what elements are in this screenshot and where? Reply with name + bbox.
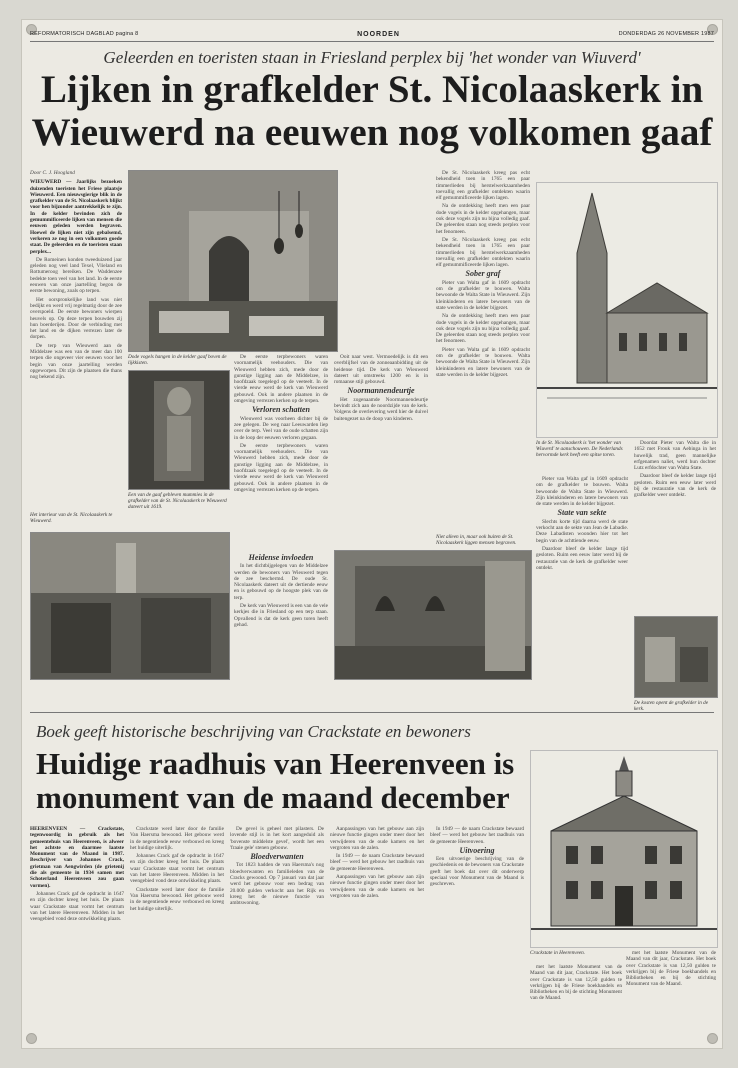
paragraph: De Romeinen konden tweeduizend jaar geleden nog veel land Texel, Vlieland en Rottumeroog bereiken. De Waddenzee bedekte toen veel van het land. In de eerste eeuwen van onze jaartelling begon de eerste bewoning, zoals op terpen. (30, 256, 122, 295)
article2-column-5 (430, 826, 524, 1040)
date-label: DONDERDAG 26 NOVEMBER 1987 (618, 31, 714, 37)
article1-column-6 (634, 440, 716, 590)
article1-column-7 (234, 552, 328, 680)
article1-column-4 (436, 170, 530, 565)
article1-column-5 (536, 476, 628, 676)
interior-photo (30, 532, 230, 680)
paragraph: De gevel is geheel met pilasters. De lovende stijl is in het kort aangeduid als 'bovenste middelste gevel', wordt het een 'fraaie gele' stenen gebouw. (230, 826, 324, 851)
paragraph: De St. Nicolaaskerk kreeg pas echt bekendheid toen in 1765 een paar timmerlieden bij herstelwerkzaamheden toevallig een grafkelder ontdekten waarin elf gemummificeerde lijken lagen. (436, 170, 530, 202)
article1-headline-line1: Lijken in grafkelder St. Nicolaaskerk in (40, 68, 704, 111)
paragraph: Pieter van Walta gaf in 1609 opdracht om de grafkelder te bouwen. Walta bewoonde de Walta State in Wieuwerd. Zijn kleinkinderen en latere bewoners van de state werden in de kelder bijgezet. (436, 279, 530, 311)
subheading: Uitvoering (459, 845, 495, 855)
paragraph: Na de ontdekking heeft men een paar dode vogels in de kelder opgehangen, maar ook deze vogels zijn nu bijna volledig gaaf. De geleerden staan nog steeds perplex voor het fenomeen. (436, 313, 530, 345)
paragraph: Aanpassingen van het gebouw aan zijn nieuwe functie gingen onder meer door het verwijderen van de oude kamers en het vergroten van de zalen. (330, 826, 424, 851)
photo-caption: Een van de gaaf gebleven mummies in de grafkelder van de St. Nicolaaskerk te Wieuwerd dateert uit 1619. (128, 492, 227, 511)
section-title: NOORDEN (357, 30, 400, 38)
article2-column-6 (530, 964, 622, 1040)
paragraph: Wieuwerd was voorheen dichter bij de zee gelegen. De weg naar Leeuwarden liep over de terp. Veel van de oude schatten zijn in de loop der eeuwen verloren gegaan. (234, 415, 328, 441)
divider (30, 712, 714, 713)
paragraph: Na de ontdekking heeft men een paar dode vogels in de kelder opgehangen, maar ook deze vogels zijn nu bijna volledig gaaf. De geleerden staan nog steeds perplex voor het fenomeen. (436, 203, 530, 235)
paragraph: Een uitvoerige beschrijving van de geschiedenis en de bewoners van Crackstate geeft het boek dat over dit onderwerp speciaal voor Monument van de Maand is geschreven. (430, 856, 524, 888)
paragraph: De kerk van Wieuwerd is een van de vele kerkjes die in Friesland op een terp staan. Opvallend is dat de kerk geen toren heeft gehad. (234, 603, 328, 628)
paragraph: Slechts korte tijd daarna werd de state verkocht aan de sekte van Jean de Labadie. Deze Labadisten woonden hier tot het begin van de achttiende eeuw. (536, 518, 628, 544)
photo-caption: Niet alleen in, maar ook buiten de St. Nicolaaskerk liggen mensen begraven. (436, 534, 517, 547)
article1-column-3 (334, 354, 428, 444)
subheading: Bloedverwanten (250, 852, 304, 862)
article2-headline-line2: monument van de maand december (36, 780, 510, 815)
article2-column-3 (230, 826, 324, 1040)
vault-illustration (635, 617, 717, 697)
byline: Door C. J. Hoogland (30, 170, 75, 176)
church-drawing (536, 182, 718, 438)
paragraph: Crackstate werd later door de familie Van Haersma bewoond. Het gebouw werd in de negentiende eeuw verbouwd en kreeg het huidige uiterlijk. (130, 826, 224, 851)
mummy-photo (128, 370, 230, 490)
paragraph: De terp van Wieuwerd aan de Middelzee was een van de meer dan 100 terpen die ongeveer vier eeuwen voor het begin van onze jaartelling werden opgeworpen. Dit zijn de plaatsen die thans nog bekend zijn. (30, 342, 122, 381)
subheading: Noormannendeurtje (347, 386, 415, 396)
crypt-illustration (129, 171, 337, 351)
paragraph: Johannes Crack gaf de opdracht in 1647 en zijn dochter kreeg het huis. De plaats waar Crackstate staat vormt het centrum van het latere Heerenveen. Midden in het veengebied vond deze ontwikkeling plaats. (130, 853, 224, 885)
paragraph: Tot 1823 hadden de van Haersma's nog bloedverwanten en familieleden van de Cracks gewoond. Op 7 januari van dat jaar werd het gebouw voor een bedrag van 20.000 gulden verkocht aan het Rijk en kreeg het de nieuwe functie van ambtswoning. (230, 862, 324, 907)
paragraph: Het zogenaamde Noormannendeurtje bevindt zich aan de noordzijde van de kerk. Volgens de overlevering werd hier de duivel buitengezet na de doop van kinderen. (334, 396, 428, 422)
article1-column-1 (30, 170, 122, 530)
article1-headline-line2: Wieuwerd na eeuwen nog volkomen gaaf (31, 111, 713, 154)
article2-column-2 (130, 826, 224, 1040)
photo-caption: Het interieur van de St. Nicolaaskerk te Wieuwerd. (30, 512, 113, 525)
paragraph: met het laatste Monument van de Maand van dit jaar, Crackstate. Het boek over Crackstate is van 12,50 gulden te verkrijgen bij de Friese boekhandels en Bibliotheken en bij de stichting Monument van de Maand. (530, 964, 622, 1002)
paragraph: De St. Nicolaaskerk kreeg pas echt bekendheid toen in 1765 een paar timmerlieden bij herstelwerkzaamheden toevallig een grafkelder ontdekten waarin elf gemummificeerde lijken lagen. (436, 236, 530, 269)
paragraph: Crackstate werd later door de familie Van Haersma bewoond. Het gebouw werd in de negentiende eeuw verbouwd en kreeg het huidige uiterlijk. (130, 886, 224, 912)
town-hall-drawing (530, 750, 718, 948)
article2-kicker: Boek geeft historische beschrijving van Crackstate en bewoners (36, 722, 471, 741)
photo-caption: Crackstate in Heerenveen. (530, 950, 585, 956)
photo-caption: De kosten opent de grafkelder in de kerk. (634, 700, 709, 713)
article2-lead: HEERENVEEN — Crackstate, tegenwoordig in gebruik als het gemeentehuis van Heerenveen, is alweer het achtste en daarmee laatste Monument van de Maand in 1987. Beschrijver van Johannes Crack, grietman van Aengwirden (de grietenij die als gemeente in 1934 samen met Schoterland Heerenveen zou gaan vormen). (30, 826, 124, 889)
paragraph: Daardoor bleef de kelder lange tijd gesloten. Ruim een eeuw later werd bij de restauratie van de kerk de grafkelder weer ontdekt. (634, 473, 716, 499)
paragraph: Het oorspronkelijke land was niet bedijkt en werd vrij regelmatig door de zee overspoeld. De eerste bewoners wierpen heuvels op. Op deze terpen bouwden zij hun boerderijen. Door de verbinding met het land en de dijken verrezen later de dorpen. (30, 296, 122, 341)
town-hall-illustration (531, 751, 717, 947)
paragraph: Aanpassingen van het gebouw aan zijn nieuwe functie gingen onder meer door het verwijderen van de oude kamers en het vergroten van de zalen. (330, 874, 424, 899)
paragraph: De eerste terpbewoners waren voornamelijk veehouders. Die van Wieuwerd hebben zich, mede door de gunstige ligging aan de Middelzee, in hoofdzaak toegelegd op de veeteelt. In de vierde eeuw werd de kerk van Wieuwerd gebouwd. Ook in andere plaatsen in de omgeving verrezen kerken op de terpen. (234, 442, 328, 493)
article1-lead: WIEUWERD — Jaarlijks bezoeken duizenden toeristen het Friese plaatsje Wieuwerd. Een nieuwsgierige blik in de grafkelder van de St. Nicolaaskerk blijkt voor hen bijzonder aantrekkelijk te zijn. In de kelder bevinden zich de gemummificeerde lijken van mensen die eeuwen geleden werden begraven. Hoewel de lijken niet zijn gebalsemd, verkeren ze nog in een volkomen goede staat. De geleerden en de toeristen staan perplex... (30, 179, 122, 255)
page-header (30, 27, 714, 42)
paragraph: Daardoor bleef de kelder lange tijd gesloten. Ruim een eeuw later werd bij de restauratie van de kerk de grafkelder weer ontdekt. (536, 545, 628, 571)
paragraph: In 1949 — de naam Crackstate bewaard bleef — werd het gebouw het raadhuis van de gemeente Heerenveen. (430, 826, 524, 845)
paragraph: met het laatste Monument van de Maand van dit jaar, Crackstate. Het boek over Crackstate is van 12,50 gulden te verkrijgen bij de Friese boekhandels en Bibliotheken en bij de stichting Monument van de Maand. (626, 950, 716, 988)
subheading: Heidense invloeden (248, 553, 314, 562)
subheading: State van sekte (557, 508, 607, 518)
interior-illustration (31, 533, 229, 679)
paragraph: Ooit naar west. Vermoedelijk is dit een overblijfsel van de zonneaanbidding uit de heidense tijd. De kerk van Wieuwerd dateert uit omstreeks 1200 en is in romaanse stijl gebouwd. (334, 354, 428, 386)
graveyard-illustration (335, 551, 531, 679)
article2-headline-line1: Huidige raadhuis van Heerenveen is (36, 746, 515, 781)
photo-caption: Dode vogels hangen in de kelder gaaf boven de lijkkisten. (128, 354, 227, 367)
photo-caption: In de St. Nicolaaskerk is 'het wonder van Wiuverd' te aanschouwen. De Nederlands hervormde kerk heeft een spitse toren. (536, 440, 623, 459)
publication-label: REFORMATORISCH DAGBLAD pagina 8 (30, 31, 139, 37)
paragraph: In 1949 — de naam Crackstate bewaard bleef — werd het gebouw het raadhuis van de gemeente Heerenveen. (330, 853, 424, 872)
paragraph: Doordat Pieter van Walta die in 1652 met Frouk van Aebinga in het huwelijk trad, geen mannelijke erfgenamen naliet, werd hun dochter Lutz erfdochter van Walta State. (634, 440, 716, 472)
paragraph: Johannes Crack gaf de opdracht in 1647 en zijn dochter kreeg het huis. De plaats waar Crackstate staat vormt het centrum van het latere Heerenveen. Midden in het veengebied vond deze ontwikkeling plaats. (30, 890, 124, 923)
paragraph: In het dichtbijgelegen van de Middelzee werden de bewoners van Wieuwerd tegen de zee beschermd. De oude St. Nicolaaskerk dateert uit de dertiende eeuw en is gebouwd op de hoogste plek van de terp. (234, 563, 328, 601)
article2-column-7 (626, 950, 716, 1040)
article1-kicker: Geleerden en toeristen staan in Friesland perplex bij 'het wonder van Wiuverd' (103, 48, 641, 67)
article2-column-1 (30, 826, 124, 1040)
paragraph: De eerste terpbewoners waren voornamelijk veehouders. Die van Wieuwerd hebben zich, mede door de gunstige ligging aan de Middelzee, in hoofdzaak toegelegd op de veeteelt. In de vierde eeuw werd de kerk van Wieuwerd gebouwd. Ook in andere plaatsen in de omgeving verrezen kerken op de terpen. (234, 354, 328, 405)
subheading: Sober graf (465, 269, 501, 279)
subheading: Verloren schatten (251, 405, 310, 415)
crypt-photo (128, 170, 338, 352)
article2-column-4 (330, 826, 424, 1040)
vault-photo (634, 616, 718, 698)
newspaper-page (22, 20, 722, 1048)
paragraph: Pieter van Walta gaf in 1609 opdracht om de grafkelder te bouwen. Walta bewoonde de Walta State in Wieuwerd. Zijn kleinkinderen en latere bewoners van de state werden in de kelder bijgezet. (436, 346, 530, 378)
mummy-illustration (129, 371, 229, 489)
paragraph: Pieter van Walta gaf in 1609 opdracht om de grafkelder te bouwen. Walta bewoonde de Walta State in Wieuwerd. Zijn kleinkinderen en latere bewoners van de state werden in de kelder bijgezet. (536, 476, 628, 508)
church-illustration (537, 183, 717, 437)
graveyard-photo (334, 550, 532, 680)
